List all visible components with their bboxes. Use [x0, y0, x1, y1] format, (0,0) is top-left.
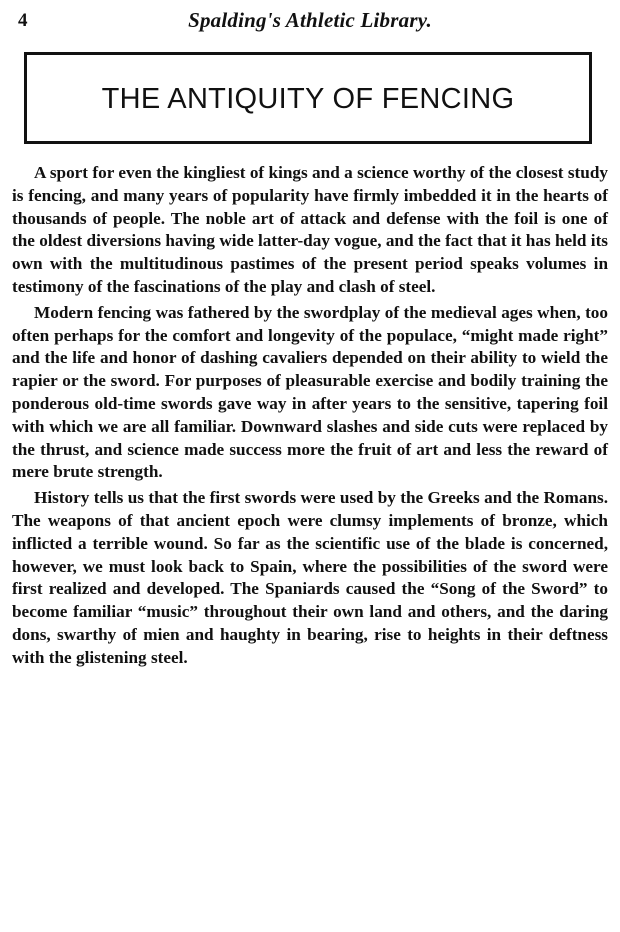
title-box	[24, 52, 592, 144]
paragraph-3: History tells us that the first swords were used by the Greeks and the Romans. The weapons of that ancient epoch were clumsy implements of bronze, which inflicted a terrible wound. So far as the scientific use of the blade is concerned, however, we must look back to Spain, where the possibilities of the sword were first realized and developed. The Spaniards caused the “Song of the Sword” to become familiar “music” throughout their own land and others, and the daring dons, swarthy of mien and haughty in bearing, rise to heights in their deftness with the glistening steel.	[12, 488, 608, 667]
paragraph-1: A sport for even the kingliest of kings and a science worthy of the closest study is fencing, and many years of popularity have firmly imbedded it in the hearts of thousands of people. The noble art of attack and defense with the foil is one of the oldest diversions having wide latter-day vogue, and the fact that it has held its own with the multitudinous pastimes of the present period speaks volumes in testimony of the fascinations of the play and clash of steel.	[12, 163, 608, 296]
running-head: Spalding's Athletic Library.	[188, 8, 432, 32]
body-text	[12, 162, 608, 673]
page-title: THE ANTIQUITY OF FENCING	[101, 82, 515, 115]
page-number: 4	[18, 10, 28, 31]
paragraph-2: Modern fencing was fathered by the swordplay of the medieval ages when, too often perhaps for the comfort and longevity of the populace, “might made right” and the life and honor of dashing cavaliers depended on their ability to wield the rapier or the sword. For purposes of pleasurable exercise and bodily training the ponderous old-time swords gave way in after years to the sensitive, tapering foil with which we are all familiar. Downward slashes and side cuts were replaced by the thrust, and science made success more the fruit of art and less the reward of mere brute strength.	[12, 302, 608, 482]
page-header	[8, 4, 612, 34]
